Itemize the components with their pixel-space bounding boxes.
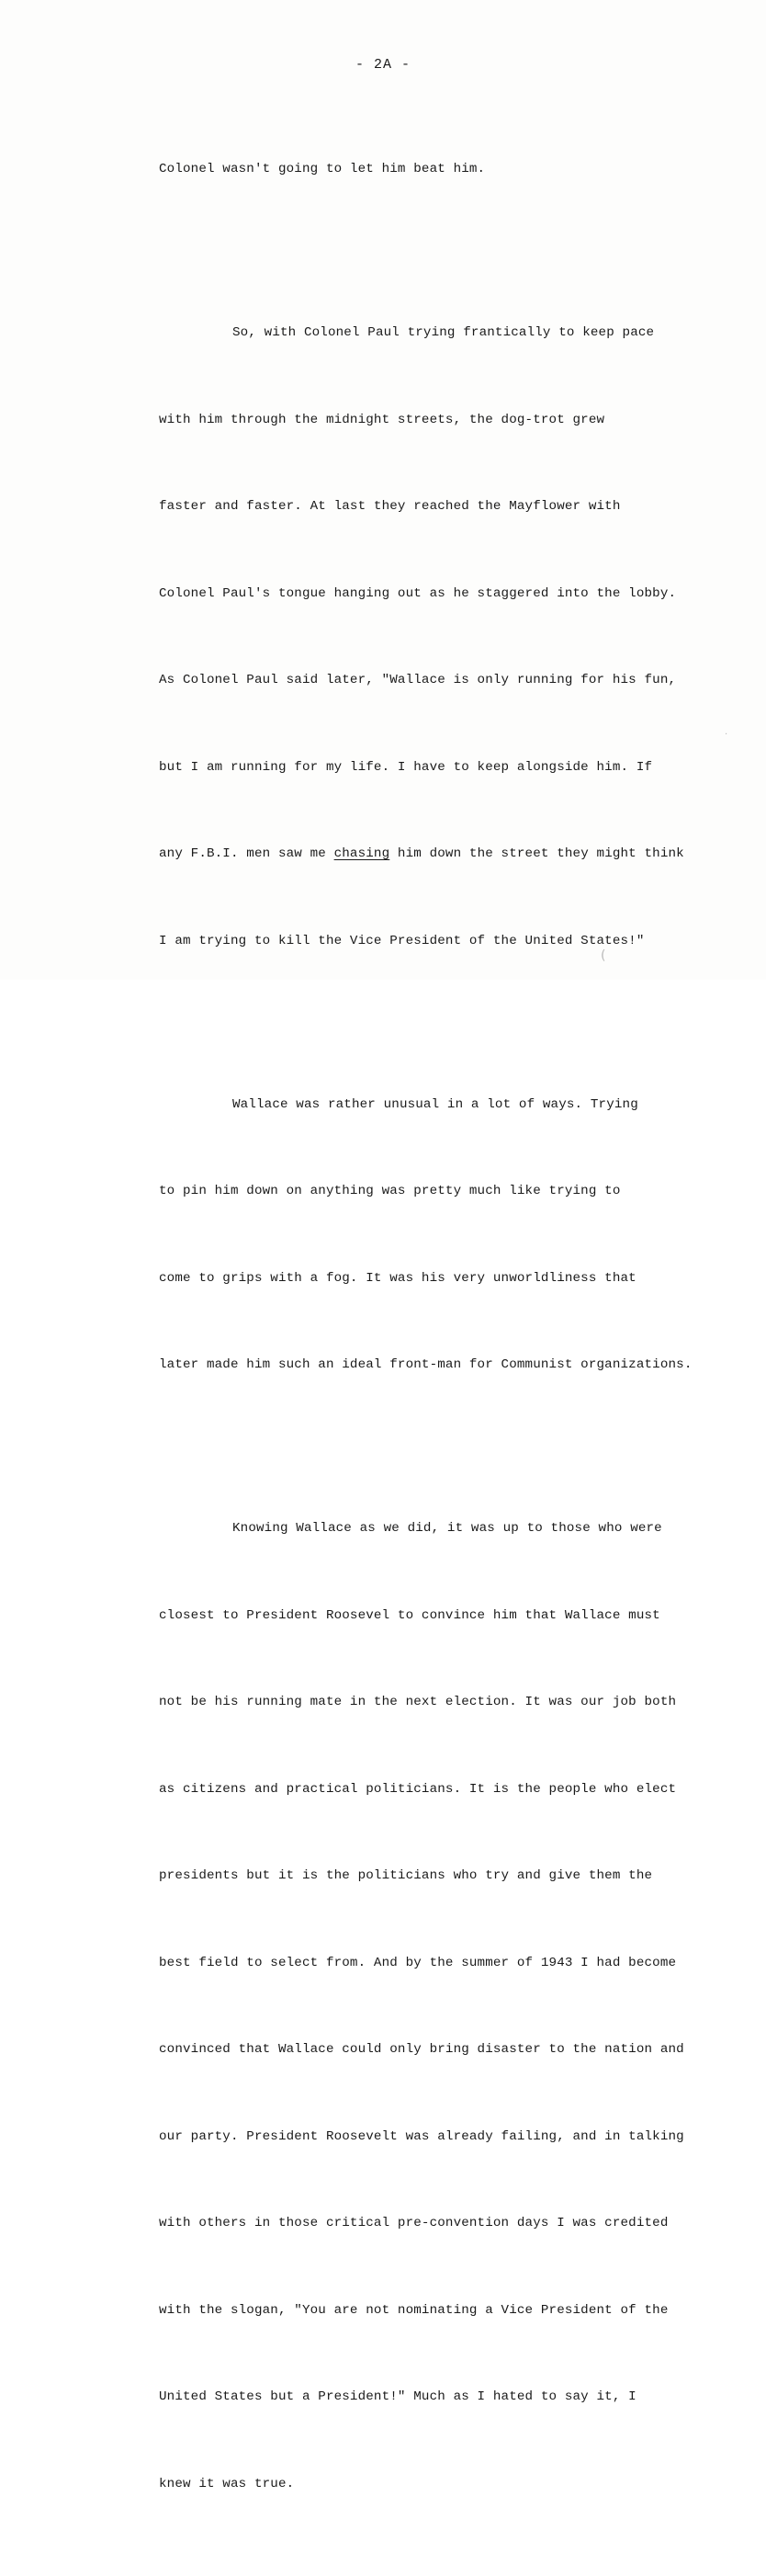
text-line: Wallace was rather unusual in a lot of ways. Trying (232, 1096, 638, 1112)
paragraph-1 (159, 97, 728, 243)
text-line: Colonel Paul's tongue hanging out as he staggered into the lobby. (159, 585, 677, 601)
scan-speck: ( (601, 948, 606, 963)
text-line: Colonel wasn't going to let him beat him. (159, 162, 486, 176)
text-line: faster and faster. At last they reached the Mayflower with (159, 499, 621, 514)
body-text (159, 97, 728, 2576)
text-line: So, with Colonel Paul trying frantically to keep pace (232, 325, 655, 340)
text-line: As Colonel Paul said later, "Wallace is only running for his fun, (159, 673, 677, 687)
text-line: to pin him down on anything was pretty much like trying to (159, 1184, 621, 1198)
underlined-word: chasing (333, 846, 390, 861)
scan-speck: · (725, 730, 728, 740)
text-line: as citizens and practical politicians. It is the people who elect (159, 1781, 677, 1797)
paragraph-2 (159, 261, 728, 1014)
text-line: United States but a President!" Much as I hated to say it, I (159, 2389, 636, 2404)
text-line: come to grips with a fog. It was his very unworldliness that (159, 1270, 636, 1286)
text-line: but I am running for my life. I have to keep alongside him. If (159, 759, 653, 775)
text-line: later made him such an ideal front-man for Communist organizations. (159, 1357, 693, 1372)
text-line-with-underline (159, 840, 728, 869)
paragraph-3 (159, 1033, 728, 1438)
text-line: with the slogan, "You are not nominating a Vice President of the (159, 2302, 669, 2318)
text-line: with others in those critical pre-convention days I was credited (159, 2216, 669, 2230)
text-line: with him through the midnight streets, the dog-trot grew (159, 412, 605, 427)
text-line: closest to President Roosevel to convince him that Wallace must (159, 1607, 660, 1623)
text-line: presidents but it is the politicians who try and give them the (159, 1868, 653, 1883)
paragraph-4 (159, 1457, 728, 2557)
text-segment: him down the street they might think (389, 846, 684, 861)
text-line: I am trying to kill the Vice President of the United States!" (159, 933, 645, 948)
page-number: - 2A - (355, 57, 411, 73)
text-line: best field to select from. And by the summer of 1943 I had become (159, 1955, 677, 1970)
text-line: our party. President Roosevelt was already failing, and in talking (159, 2128, 684, 2144)
text-line: Knowing Wallace as we did, it was up to those who were (232, 1521, 662, 1536)
text-segment: any F.B.I. men saw me (159, 846, 334, 861)
text-line: convinced that Wallace could only bring disaster to the nation and (159, 2042, 684, 2057)
text-line: not be his running mate in the next election. It was our job both (159, 1695, 677, 1709)
text-line: knew it was true. (159, 2476, 295, 2491)
